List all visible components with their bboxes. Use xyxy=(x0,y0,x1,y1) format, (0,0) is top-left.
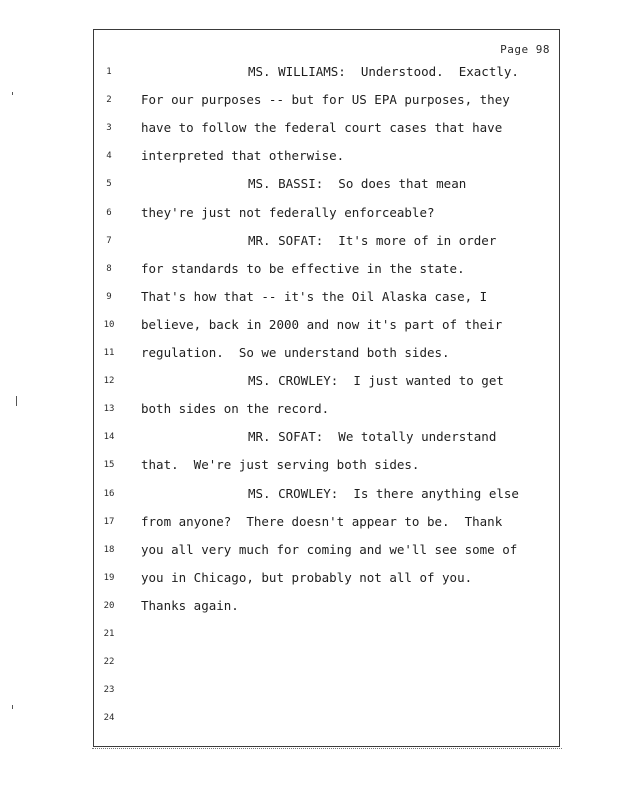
page-number: Page 98 xyxy=(500,43,550,56)
transcript-line xyxy=(0,514,618,530)
transcript-line xyxy=(0,542,618,558)
transcript-line xyxy=(0,64,618,80)
line-text: both sides on the record. xyxy=(141,401,330,417)
margin-mark xyxy=(16,396,17,406)
transcript-line xyxy=(0,233,618,249)
transcript-line xyxy=(0,570,618,586)
transcript-line xyxy=(0,92,618,108)
line-number: 10 xyxy=(103,319,115,330)
line-text: you all very much for coming and we'll see some of xyxy=(141,541,518,557)
line-number: 17 xyxy=(103,516,115,527)
line-text: For our purposes -- but for US EPA purposes, they xyxy=(141,92,510,108)
line-text: that. We're just serving both sides. xyxy=(141,457,420,473)
transcript-line xyxy=(0,317,618,333)
line-number: 15 xyxy=(103,460,115,471)
transcript-line xyxy=(0,205,618,221)
line-text: MS. WILLIAMS: Understood. Exactly. xyxy=(248,64,519,79)
line-number: 1 xyxy=(106,67,112,77)
transcript-line xyxy=(0,261,618,277)
line-number: 8 xyxy=(106,263,112,274)
line-text: interpreted that otherwise. xyxy=(141,148,345,164)
line-text: That's how that -- it's the Oil Alaska case, I xyxy=(141,288,488,304)
line-number: 22 xyxy=(103,657,115,668)
line-text: MR. SOFAT: It's more of in order xyxy=(248,232,497,248)
line-number: 6 xyxy=(106,207,112,218)
transcript-line xyxy=(0,598,618,614)
line-number: 18 xyxy=(103,544,115,555)
line-text: regulation. So we understand both sides. xyxy=(141,345,450,360)
transcript-line xyxy=(0,654,618,670)
line-number: 11 xyxy=(103,348,115,358)
transcript-line xyxy=(0,710,618,726)
transcript-line xyxy=(0,457,618,473)
transcript-line xyxy=(0,373,618,389)
transcript-line xyxy=(0,148,618,164)
line-text: you in Chicago, but probably not all of you. xyxy=(141,569,473,585)
transcript-line xyxy=(0,401,618,417)
line-number: 24 xyxy=(103,713,115,724)
line-number: 14 xyxy=(103,432,115,443)
line-text: Thanks again. xyxy=(141,597,239,613)
line-text: MS. CROWLEY: I just wanted to get xyxy=(248,373,504,389)
line-number: 2 xyxy=(106,95,112,106)
line-number: 19 xyxy=(103,572,115,583)
line-text: have to follow the federal court cases that have xyxy=(141,120,503,136)
line-number: 21 xyxy=(103,629,115,639)
margin-mark xyxy=(12,92,13,95)
transcript-line xyxy=(0,289,618,305)
line-number: 5 xyxy=(106,179,112,190)
line-number: 23 xyxy=(103,685,115,696)
line-number: 12 xyxy=(103,376,115,387)
scan-edge xyxy=(92,748,562,751)
transcript-line xyxy=(0,682,618,698)
line-number: 7 xyxy=(106,235,112,246)
transcript-line xyxy=(0,429,618,445)
line-text: MS. BASSI: So does that mean xyxy=(248,176,467,192)
line-text: MR. SOFAT: We totally understand xyxy=(248,429,497,445)
line-number: 13 xyxy=(103,404,115,415)
line-number: 3 xyxy=(106,123,112,134)
margin-mark xyxy=(12,705,13,709)
line-number: 16 xyxy=(103,488,115,499)
transcript-line xyxy=(0,486,618,502)
line-text: from anyone? There doesn't appear to be. Thank xyxy=(141,513,503,529)
line-text: MS. CROWLEY: Is there anything else xyxy=(248,485,519,501)
transcript-line xyxy=(0,345,618,361)
transcript-line xyxy=(0,626,618,642)
line-number: 20 xyxy=(103,600,115,611)
line-text: for standards to be effective in the state. xyxy=(141,260,465,276)
line-number: 4 xyxy=(106,151,112,162)
transcript-line xyxy=(0,120,618,136)
line-text: they're just not federally enforceable? xyxy=(141,204,435,220)
transcript-line xyxy=(0,176,618,192)
line-number: 9 xyxy=(106,291,112,302)
line-text: believe, back in 2000 and now it's part of their xyxy=(141,316,503,332)
